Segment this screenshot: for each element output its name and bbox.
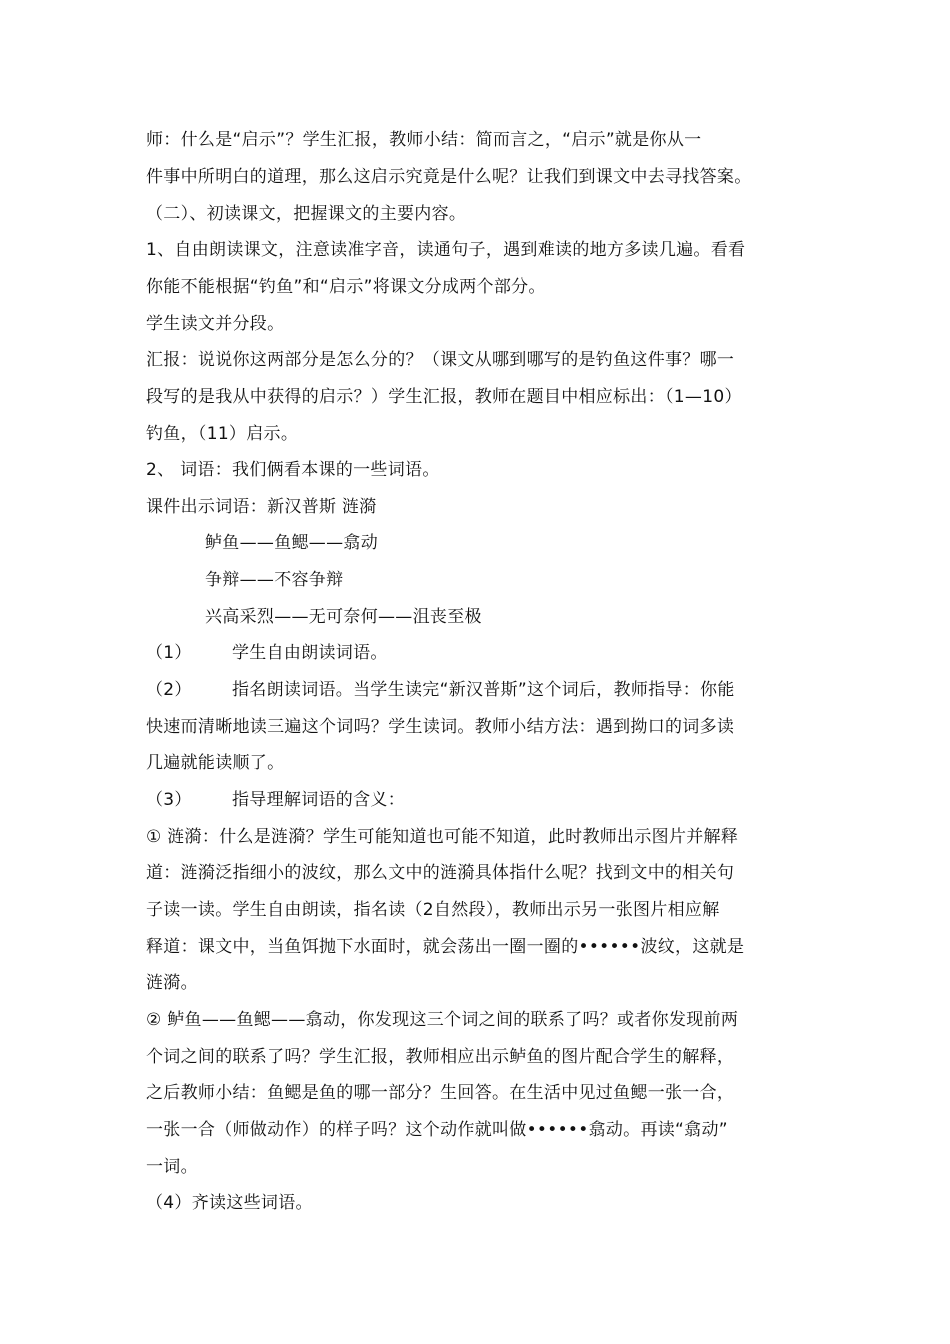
text-line: 学生读文并分段。 <box>146 314 285 334</box>
text-line: 道：涟漪泛指细小的波纹，那么文中的涟漪具体指什么呢？找到文中的相关句 <box>146 863 735 883</box>
list-number: （1） <box>146 643 192 663</box>
text-line: 一词。 <box>146 1157 198 1177</box>
text-line: 几遍就能读顺了。 <box>146 753 285 773</box>
text-line: ① 涟漪：什么是涟漪？学生可能知道也可能不知道，此时教师出示图片并解释 <box>146 827 739 847</box>
text-line: 你能不能根据“钓鱼”和“启示”将课文分成两个部分。 <box>146 277 546 297</box>
text-line: 子读一读。学生自由朗读，指名读（2自然段），教师出示另一张图片相应解 <box>146 900 720 920</box>
word-group: 争辩——不容争辩 <box>205 570 344 590</box>
list-item-text: 学生自由朗读词语。 <box>232 643 388 663</box>
text-line: 之后教师小结：鱼鳃是鱼的哪一部分？生回答。在生活中见过鱼鳃一张一合， <box>146 1083 735 1103</box>
list-item-text: 指导理解词语的含义： <box>232 790 405 810</box>
list-number: （2） <box>146 680 192 700</box>
text-line: 汇报：说说你这两部分是怎么分的？（课文从哪到哪写的是钓鱼这件事？哪一 <box>146 350 735 370</box>
word-group: 兴高采烈——无可奈何——沮丧至极 <box>205 607 482 627</box>
text-line: （4）齐读这些词语。 <box>146 1193 313 1213</box>
text-line: 一张一合（师做动作）的样子吗？这个动作就叫做••••••翕动。再读“翕动” <box>146 1120 728 1140</box>
text-line: 释道：课文中，当鱼饵抛下水面时，就会荡出一圈一圈的••••••波纹，这就是 <box>146 937 745 957</box>
text-line: 2、 词语：我们俩看本课的一些词语。 <box>146 460 440 480</box>
text-line: 件事中所明白的道理，那么这启示究竟是什么呢？让我们到课文中去寻找答案。 <box>146 167 752 187</box>
list-number: （3） <box>146 790 192 810</box>
list-item-text: 指名朗读词语。当学生读完“新汉普斯”这个词后，教师指导：你能 <box>232 680 735 700</box>
text-line: 涟漪。 <box>146 973 198 993</box>
text-line: ② 鲈鱼——鱼鳃——翕动，你发现这三个词之间的联系了吗？或者你发现前两 <box>146 1010 739 1030</box>
text-line: 钓鱼，（11）启示。 <box>146 424 299 444</box>
text-line: 1、自由朗读课文，注意读准字音，读通句子，遇到难读的地方多读几遍。看看 <box>146 240 746 260</box>
text-line: 个词之间的联系了吗？学生汇报，教师相应出示鲈鱼的图片配合学生的解释， <box>146 1047 735 1067</box>
text-line: 课件出示词语：新汉普斯 涟漪 <box>146 497 377 517</box>
text-line: 师：什么是“启示”？学生汇报，教师小结：简而言之，“启示”就是你从一 <box>146 130 702 150</box>
section-heading: （二）、初读课文，把握课文的主要内容。 <box>146 204 467 224</box>
word-group: 鲈鱼——鱼鳃——翕动 <box>205 533 378 553</box>
text-line: 快速而清晰地读三遍这个词吗？学生读词。教师小结方法：遇到拗口的词多读 <box>146 717 735 737</box>
text-line: 段写的是我从中获得的启示？）学生汇报，教师在题目中相应标出：（1—10） <box>146 387 742 407</box>
